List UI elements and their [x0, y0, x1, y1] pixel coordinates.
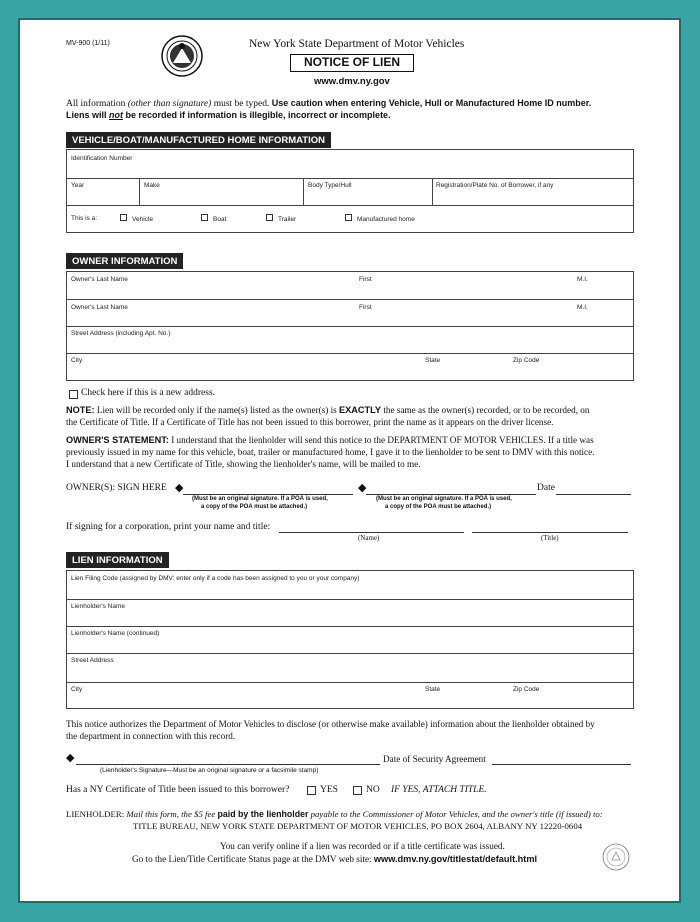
name-caption: (Name): [358, 534, 380, 542]
sig-note-2a: (Must be an original signature. If a POA is used,: [376, 496, 512, 502]
department-name: New York State Department of Motor Vehicles: [249, 38, 465, 50]
date-security-label: Date of Security Agreement: [383, 754, 486, 764]
sig-note-1a: (Must be an original signature. If a POA is used,: [192, 496, 328, 502]
lienholder-name-cont-label: Lienholder's Name (continued): [71, 630, 160, 637]
yes-checkbox[interactable]: [307, 786, 316, 795]
corporation-label: If signing for a corporation, print your name and title:: [66, 522, 271, 532]
note-line-2: the Certificate of Title. If a Certificate of Title has not been issued to this borrower, print the name as it appears on the driver license.: [66, 417, 554, 427]
new-address-label: Check here if this is a new address.: [81, 388, 216, 398]
date-security-line[interactable]: [492, 764, 631, 765]
owner-signature-line-2[interactable]: [366, 494, 536, 495]
year-label: Year: [71, 182, 85, 189]
recycle-seal-icon: [602, 843, 630, 871]
no-label: NO: [366, 785, 380, 795]
owner-name-field-1[interactable]: [67, 285, 633, 298]
make-label: Make: [144, 182, 160, 189]
lien-section-heading: LIEN INFORMATION: [66, 552, 169, 568]
statement-line-1: OWNER'S STATEMENT: I understand that the lienholder will send this notice to the DEPARTMENT OF MOTOR VEHICLES. If a title was: [66, 435, 594, 445]
boat-checkbox[interactable]: [201, 214, 208, 221]
intro-line-2: Liens will not be recorded if information is illegible, incorrect or incomplete.: [66, 110, 391, 120]
authorization-line-1: This notice authorizes the Department of Motor Vehicles to disclose (or otherwise make available) information about the lienholder obtained by: [66, 719, 595, 729]
owner-last-name-label-1: Owner's Last Name: [71, 276, 128, 283]
form-title: NOTICE OF LIEN: [290, 54, 414, 72]
body-type-label: Body Type/Hull: [308, 182, 352, 189]
ny-cert-question: Has a NY Certificate of Title been issued to this borrower?: [66, 785, 290, 795]
note-line-1: NOTE: Lien will be recorded only if the name(s) listed as the owner(s) is EXACTLY the same as the owner(s) recorded, or to be recorded, on: [66, 405, 590, 415]
lien-filing-code-field[interactable]: [67, 584, 633, 598]
status-page-link[interactable]: www.dmv.ny.gov/titlestat/default.html: [373, 854, 538, 864]
lien-state-label: State: [425, 686, 441, 693]
owner-mi-label-2: M.I.: [577, 304, 588, 311]
lienholder-mail-instructions: LIENHOLDER: Mail this form, the $5 fee paid by the lienholder payable to the Commissioner of Motor Vehicles, and the owner's title (if issued) to:: [66, 809, 603, 819]
statement-line-3: I understand that a new Certificate of Title, showing the lienholder's name, will be mailed to me.: [66, 459, 421, 469]
registration-label: Registration/Plate No. of Borrower, if any: [436, 182, 554, 189]
corporation-name-line[interactable]: [279, 532, 464, 533]
lien-city-field[interactable]: [67, 695, 633, 708]
lien-zip-label: Zip Code: [513, 686, 540, 693]
state-seal-icon: [161, 35, 203, 77]
lienholder-sig-caption: (Lienholder's Signature—Must be an original signature or a facsimile stamp): [100, 767, 319, 774]
sign-arrow-icon-1: ◆: [175, 482, 184, 494]
lien-street-field[interactable]: [67, 666, 633, 681]
vehicle-section-heading: VEHICLE/BOAT/MANUFACTURED HOME INFORMATION: [66, 132, 331, 148]
manufactured-home-option-label: Manufactured home: [357, 216, 415, 223]
owner-section-heading: OWNER INFORMATION: [66, 253, 183, 269]
lienholder-name-label: Lienholder's Name: [71, 603, 125, 610]
form-page: [18, 18, 681, 903]
owner-city-label: City: [71, 357, 83, 364]
no-checkbox[interactable]: [353, 786, 362, 795]
form-number: MV-900 (1/11): [66, 40, 110, 47]
new-address-checkbox[interactable]: [69, 390, 78, 399]
vehicle-option-label: Vehicle: [132, 216, 153, 223]
owner-city-field[interactable]: [67, 366, 633, 379]
title-caption: (Title): [541, 534, 559, 542]
owner-name-field-2[interactable]: [67, 312, 633, 325]
lienholder-signature-line[interactable]: [76, 764, 380, 765]
statement-line-2: previously issued in my name for this vehicle, boat, trailer or manufactured home, I gave it to the lienholder to be sent to DMV with this notice.: [66, 447, 595, 457]
lien-filing-code-label: Lien Filing Code (assigned by DMV: enter only if a code has been assigned to you or your company): [71, 575, 360, 582]
this-is-a-label: This is a:: [71, 215, 98, 222]
lienholder-name-cont-field[interactable]: [67, 639, 633, 652]
owner-last-name-label-2: Owner's Last Name: [71, 304, 128, 311]
lien-city-label: City: [71, 686, 83, 693]
vehicle-checkbox[interactable]: [120, 214, 127, 221]
boat-option-label: Boat: [213, 216, 227, 223]
owner-first-label-2: First: [359, 304, 372, 311]
trailer-option-label: Trailer: [278, 216, 297, 223]
mailing-address: TITLE BUREAU, NEW YORK STATE DEPARTMENT OF MOTOR VEHICLES, PO BOX 2604, ALBANY NY 12220-0604: [133, 821, 583, 831]
date-label: Date: [537, 483, 555, 493]
corporation-title-line[interactable]: [472, 532, 628, 533]
owner-mi-label-1: M.I.: [577, 276, 588, 283]
sign-here-label: OWNER(S): SIGN HERE: [66, 483, 167, 493]
website: www.dmv.ny.gov: [314, 76, 390, 87]
trailer-checkbox[interactable]: [266, 214, 273, 221]
lienholder-name-field[interactable]: [67, 612, 633, 625]
goto-status-page: Go to the Lien/Title Certificate Status page at the DMV web site: www.dmv.ny.gov/titlestat/default.html: [132, 854, 538, 864]
sig-note-2b: a copy of the POA must be attached.): [385, 504, 492, 510]
id-number-field[interactable]: [67, 163, 633, 177]
owner-street-field[interactable]: [67, 339, 633, 352]
owner-zip-label: Zip Code: [513, 357, 540, 364]
intro-line-1: All information (other than signature) must be typed. Use caution when entering Vehicle, Hull or Manufactured Home ID number.: [66, 98, 592, 109]
verify-online: You can verify online if a lien was recorded or if a title certificate was issued.: [220, 841, 505, 851]
if-yes-attach: IF YES, ATTACH TITLE.: [391, 785, 487, 795]
manufactured-home-checkbox[interactable]: [345, 214, 352, 221]
sign-arrow-icon-2: ◆: [358, 482, 367, 494]
owner-state-label: State: [425, 357, 441, 364]
lien-street-label: Street Address: [71, 657, 114, 664]
yes-label: YES: [320, 785, 338, 795]
owner-first-label-1: First: [359, 276, 372, 283]
owner-date-line[interactable]: [556, 494, 631, 495]
id-number-label: Identification Number: [71, 155, 133, 162]
lienholder-sign-arrow-icon: ◆: [66, 752, 75, 764]
authorization-line-2: the department in connection with this record.: [66, 731, 236, 741]
owner-street-label: Street Address (including Apt. No.): [71, 330, 171, 337]
sig-note-1b: a copy of the POA must be attached.): [201, 504, 308, 510]
owner-signature-line-1[interactable]: [183, 494, 353, 495]
